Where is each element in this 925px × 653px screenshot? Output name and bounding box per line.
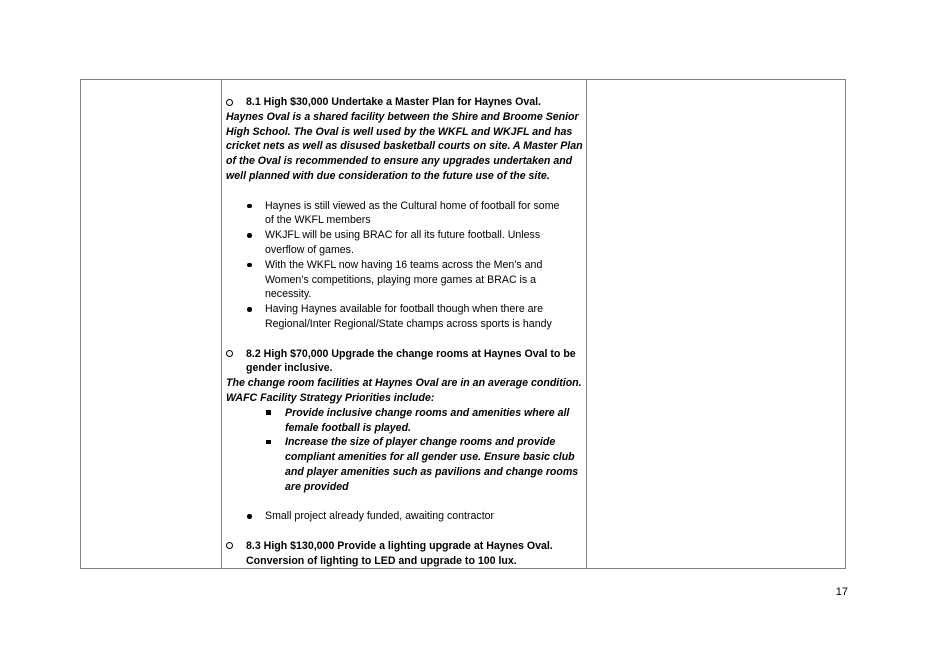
item-description-line: The change room facilities at Haynes Oval are in an average condition.: [226, 377, 582, 390]
circle-bullet-icon: [226, 350, 233, 357]
table-cell-content: [226, 95, 582, 569]
bullet-item: With the WKFL now having 16 teams across the Men’s and: [226, 258, 582, 273]
item-description-line: well planned with due consideration to the future use of the site.: [226, 169, 550, 182]
item-description-line: cricket nets as well as disused basketball courts on site. A Master Plan: [226, 140, 583, 153]
bullet-dot-icon: [247, 204, 252, 209]
bullet-item-continuation: overflow of games.: [265, 243, 354, 256]
priority-item-continuation: female football is played.: [285, 421, 411, 434]
bullet-item: Haynes is still viewed as the Cultural home of football for some: [226, 199, 582, 214]
page-number: 17: [835, 586, 848, 598]
circle-bullet-icon: [226, 542, 233, 549]
circle-bullet-icon: [226, 99, 233, 106]
priority-item-continuation: are provided: [285, 480, 349, 493]
bullet-item: Having Haynes available for football though when there are: [226, 302, 582, 317]
priority-item-continuation: compliant amenities for all gender use. Ensure basic club: [285, 451, 575, 464]
item-description-line: High School. The Oval is well used by the WKFL and WKJFL and has: [226, 125, 573, 138]
bullet-item-continuation: necessity.: [265, 288, 312, 301]
item-heading-continuation: gender inclusive.: [246, 362, 333, 375]
item-heading-8-3: 8.3 High $130,000 Provide a lighting upgrade at Haynes Oval.: [226, 539, 582, 554]
bullet-item: WKJFL will be using BRAC for all its future football. Unless: [226, 228, 582, 243]
item-description-line: Haynes Oval is a shared facility between the Shire and Broome Senior: [226, 110, 579, 123]
bullet-item-continuation: Regional/Inter Regional/State champs across sports is handy: [265, 317, 552, 330]
priority-item-continuation: and player amenities such as pavilions and change rooms: [285, 465, 579, 478]
item-heading-continuation: Conversion of lighting to LED and upgrade to 100 lux.: [246, 554, 517, 567]
square-bullet-icon: [266, 410, 271, 415]
bullet-item-continuation: of the WKFL members: [265, 214, 371, 227]
square-bullet-icon: [266, 440, 271, 445]
bullet-dot-icon: [247, 233, 252, 238]
table-column-divider-left: [221, 80, 222, 568]
bullet-dot-icon: [247, 514, 252, 519]
item-description-line: WAFC Facility Strategy Priorities include:: [226, 391, 435, 404]
table-column-divider-right: [586, 80, 587, 568]
bullet-dot-icon: [247, 307, 252, 312]
priority-item: Increase the size of player change rooms and provide: [226, 435, 582, 450]
bullet-item-continuation: Women’s competitions, playing more games at BRAC is a: [265, 273, 537, 286]
priority-item: Provide inclusive change rooms and amenities where all: [226, 406, 582, 421]
bullet-item: Small project already funded, awaiting contractor: [226, 509, 582, 524]
item-description-line: of the Oval is recommended to ensure any upgrades undertaken and: [226, 155, 573, 168]
bullet-dot-icon: [247, 263, 252, 268]
item-heading-8-1: 8.1 High $30,000 Undertake a Master Plan for Haynes Oval.: [226, 95, 582, 110]
item-heading-8-2: 8.2 High $70,000 Upgrade the change rooms at Haynes Oval to be: [226, 347, 582, 362]
